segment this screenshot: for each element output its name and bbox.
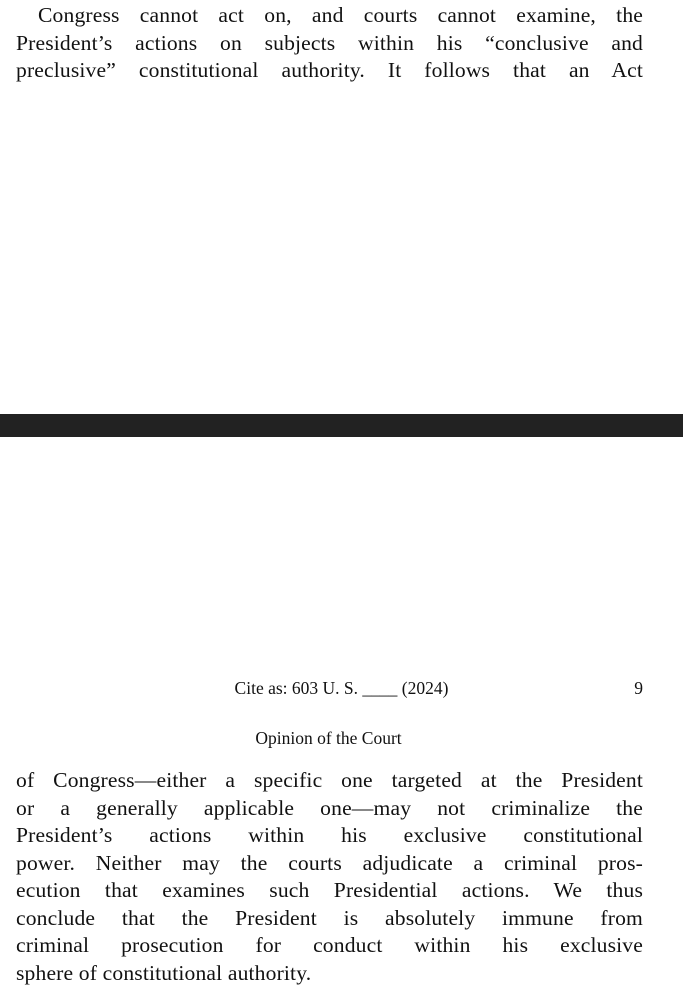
page-number: 9 (634, 678, 643, 698)
text-line: President’s actions on subjects within his “conclusive and (16, 30, 643, 55)
text-line: or a generally applicable one—may not criminalize the (16, 795, 643, 820)
opinion-heading: Opinion of the Court (255, 728, 402, 748)
text-line: of Congress—either a specific one targeted at the President (16, 768, 643, 792)
page-top-text (16, 2, 643, 85)
citation-header: Cite as: 603 U. S. ____ (2024) (234, 678, 449, 698)
text-line: criminal prosecution for conduct within his exclusive (16, 933, 643, 957)
text-line: sphere of constitutional authority. (16, 960, 312, 985)
text-line: preclusive” constitutional authority. It follows that an Act (16, 58, 643, 82)
page-bottom-text (16, 767, 643, 987)
text-line: conclude that the President is absolutely immune from (16, 905, 643, 930)
page-divider (0, 414, 683, 437)
page-bottom (0, 437, 683, 1000)
text-line: Congress cannot act on, and courts cannot examine, the (38, 3, 643, 27)
text-line: President’s actions within his exclusive constitutional (16, 823, 643, 847)
text-line: power. Neither may the courts adjudicate a criminal pros- (16, 850, 643, 875)
text-line: ecution that examines such Presidential actions. We thus (16, 878, 643, 902)
page-top (0, 0, 683, 414)
